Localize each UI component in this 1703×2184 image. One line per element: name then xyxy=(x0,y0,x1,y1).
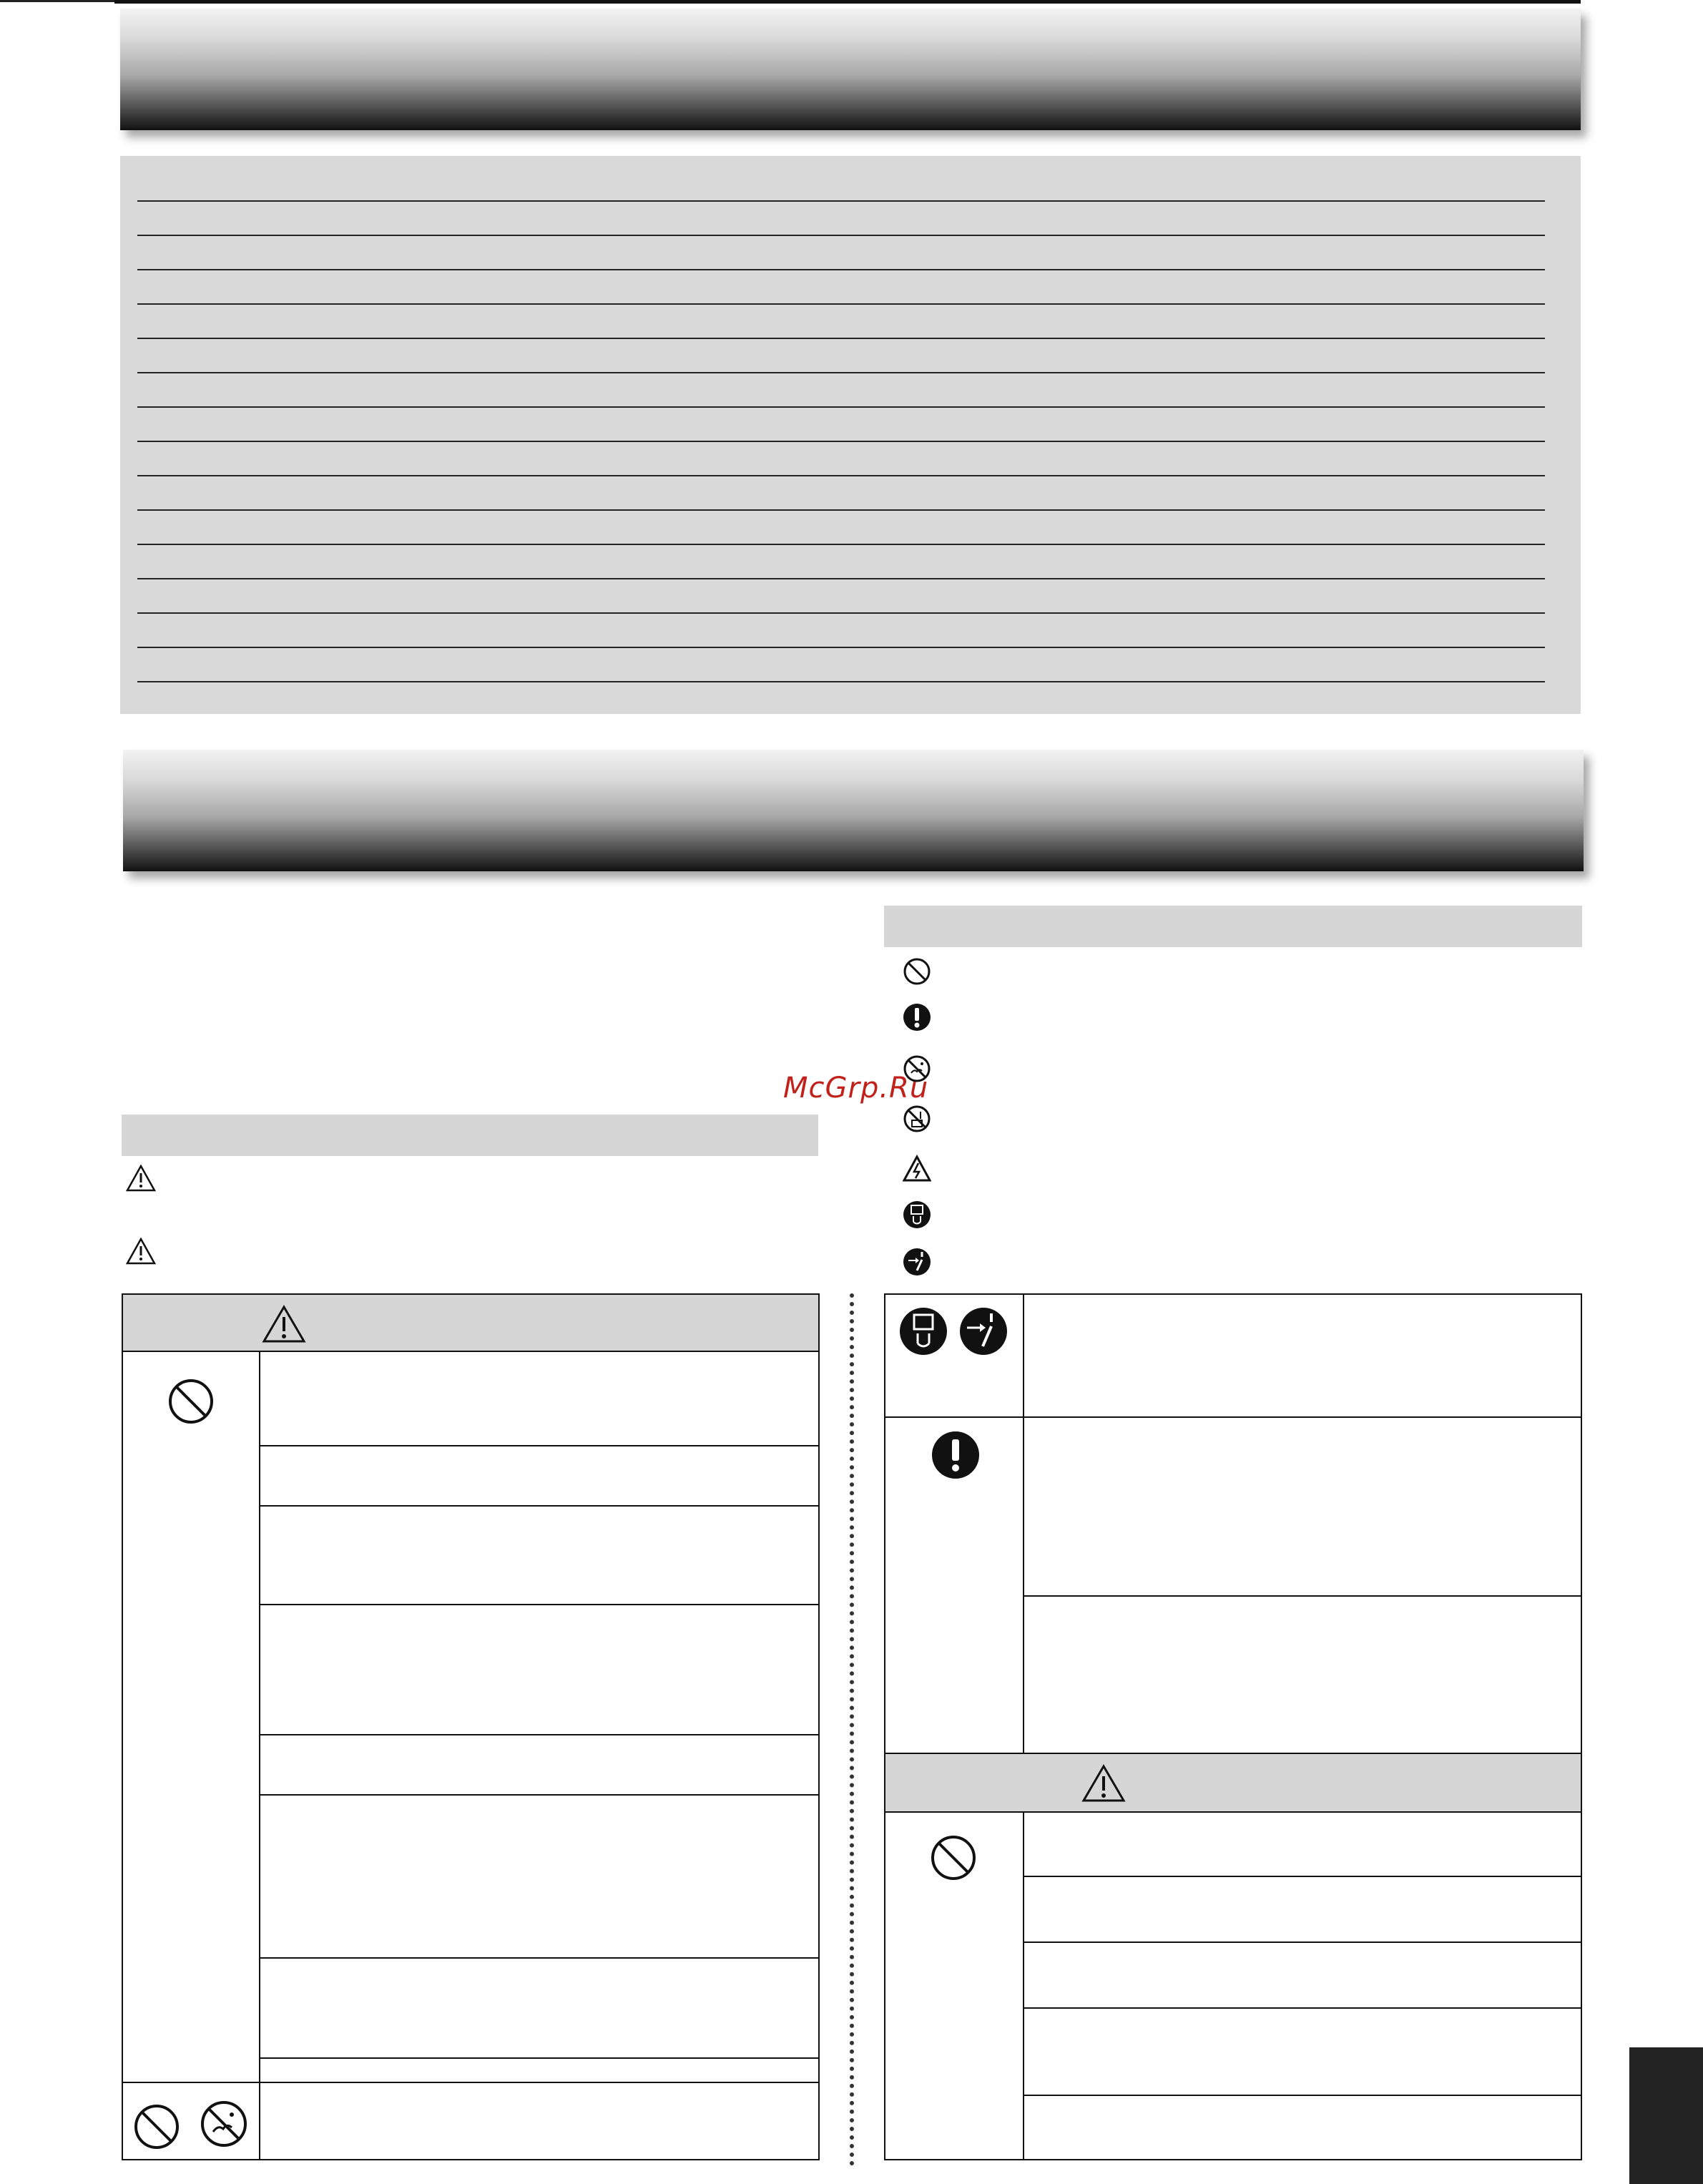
toc-line xyxy=(137,235,1545,236)
toc-line xyxy=(137,578,1545,579)
contents-banner xyxy=(120,9,1581,130)
row-divider xyxy=(259,1734,818,1735)
disconnect-breaker-icon xyxy=(903,1248,931,1276)
warning-header-triangle-icon xyxy=(262,1305,306,1343)
electric-shock-icon xyxy=(903,1155,931,1183)
unplug-icon xyxy=(898,1306,948,1356)
toc-line xyxy=(137,372,1545,373)
warning-table-header xyxy=(123,1295,818,1352)
prohibited-icon xyxy=(167,1378,215,1425)
row-divider xyxy=(885,1416,1581,1418)
mandatory-icon xyxy=(931,1431,980,1479)
row-divider xyxy=(1023,1595,1581,1597)
prohibited-icon xyxy=(133,2103,180,2150)
prohibited-icon xyxy=(930,1834,977,1881)
caution-triangle-icon xyxy=(126,1238,156,1265)
prohibited-icon xyxy=(903,957,931,986)
warning-triangle-icon xyxy=(126,1165,156,1192)
column-divider xyxy=(1023,1811,1024,2160)
top-rule xyxy=(0,0,114,2)
row-divider xyxy=(259,1445,818,1446)
symbols-legend-header xyxy=(884,906,1582,947)
toc-line xyxy=(137,441,1545,442)
row-divider xyxy=(1023,1876,1581,1877)
caution-table-header xyxy=(885,1753,1581,1813)
row-divider xyxy=(259,1604,818,1605)
page-tab xyxy=(1629,2047,1703,2184)
row-divider xyxy=(1023,2007,1581,2009)
column-divider xyxy=(1023,1295,1024,1753)
toc-line xyxy=(137,612,1545,614)
column-divider xyxy=(259,1351,260,2159)
toc-line xyxy=(137,544,1545,545)
disconnect-breaker-icon xyxy=(958,1306,1008,1356)
toc-line xyxy=(137,509,1545,511)
watermark: McGrp.Ru xyxy=(783,1072,929,1105)
toc-line xyxy=(137,406,1545,408)
toc-line xyxy=(137,200,1545,202)
toc-line xyxy=(137,475,1545,476)
no-wet-hands-icon xyxy=(199,2099,249,2149)
toc-line xyxy=(137,303,1545,305)
row-divider xyxy=(123,2082,259,2083)
toc-line xyxy=(137,681,1545,682)
top-rule-thick xyxy=(114,0,1581,4)
row-divider xyxy=(259,1794,818,1796)
row-divider xyxy=(259,2057,818,2059)
row-divider xyxy=(259,1505,818,1507)
row-divider xyxy=(259,1957,818,1959)
table-of-contents xyxy=(120,156,1581,714)
row-divider xyxy=(259,2082,818,2083)
toc-line xyxy=(137,269,1545,270)
right-safety-table xyxy=(884,1293,1582,2160)
toc-line xyxy=(137,338,1545,339)
warning-table xyxy=(122,1293,820,2160)
unplug-icon xyxy=(903,1200,931,1229)
row-divider xyxy=(1023,1941,1581,1943)
caution-header-triangle-icon xyxy=(1081,1764,1126,1803)
toc-line xyxy=(137,647,1545,648)
no-water-icon xyxy=(903,1105,931,1133)
safety-banner xyxy=(123,750,1584,871)
mandatory-icon xyxy=(903,1003,931,1032)
warning-levels-header xyxy=(122,1115,818,1156)
row-divider xyxy=(1023,2095,1581,2096)
column-separator xyxy=(850,1293,854,2166)
